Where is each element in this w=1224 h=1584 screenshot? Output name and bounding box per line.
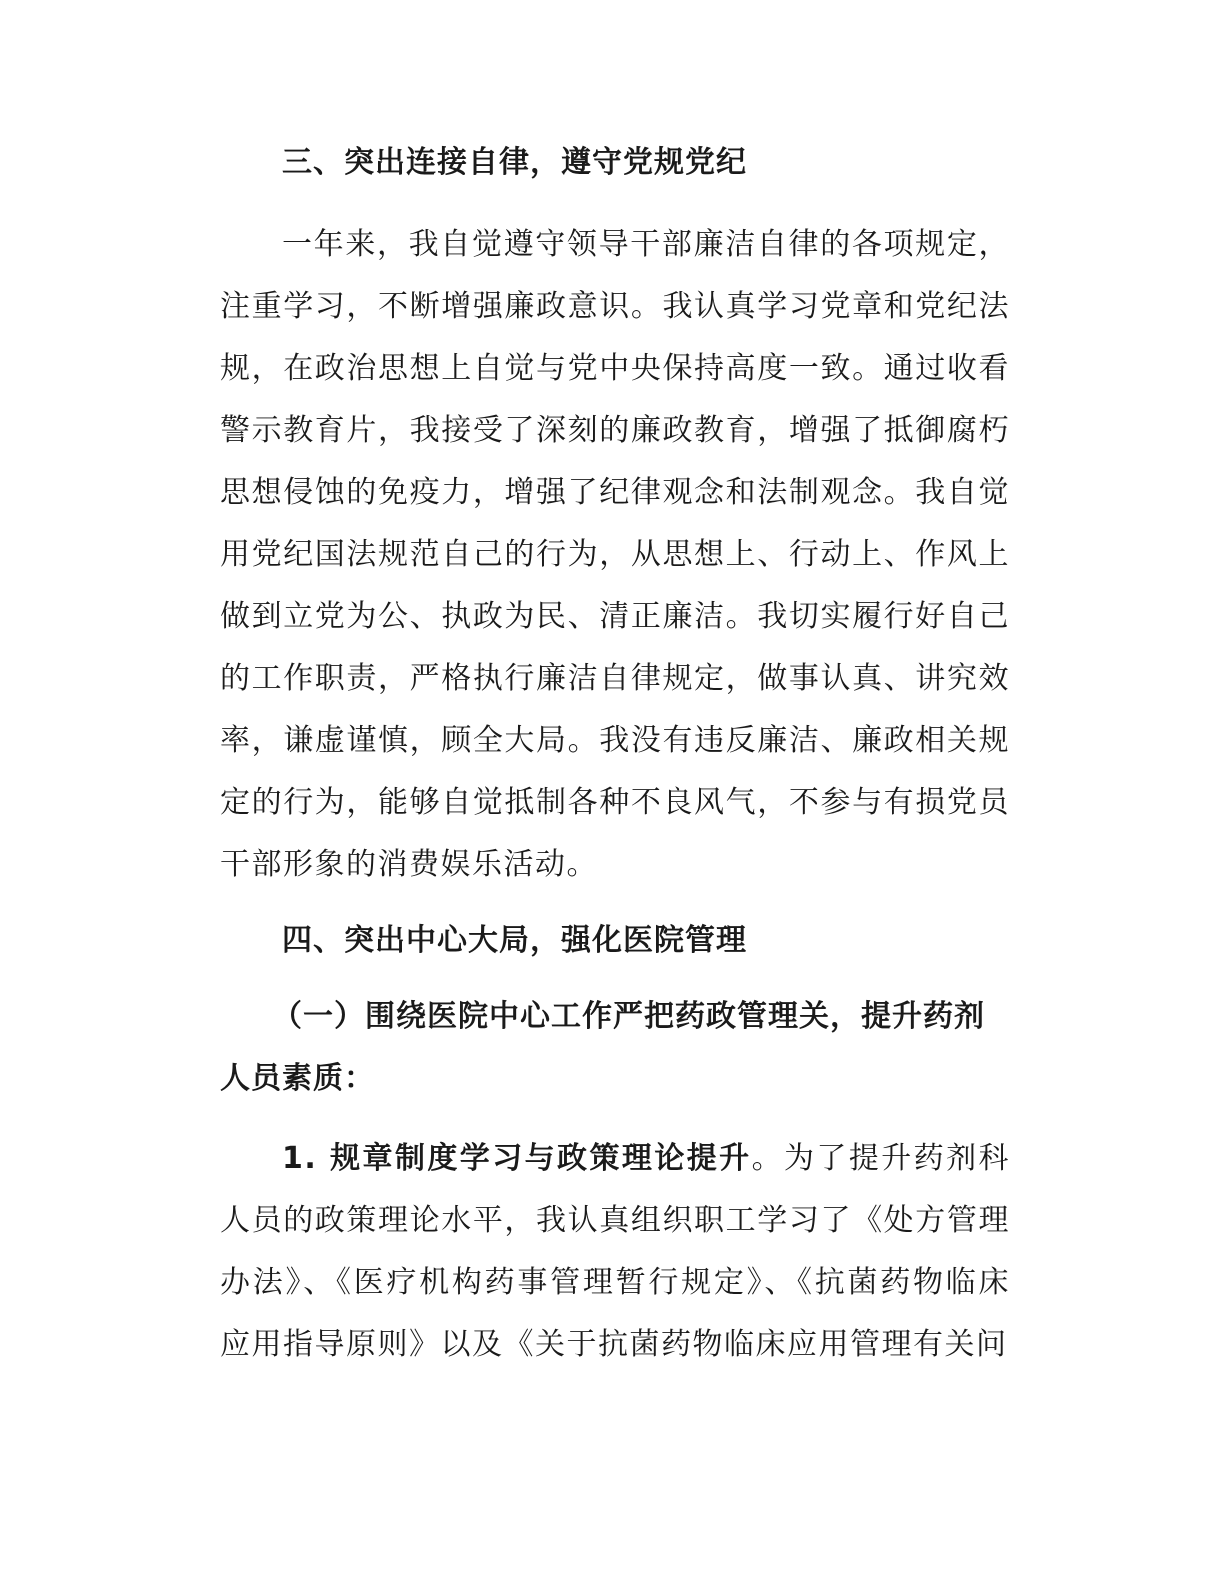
document-page	[220, 132, 1010, 1376]
section-4-item-1	[220, 1128, 1010, 1376]
item-1-text: 。为了提升药剂科人员的政策理论水平，我认真组织职工学习了《处方管理办法》、《医疗机构药事管理暂行规定》、《抗菌药物临床应用指导原则》以及《关于抗菌药物临床应用管理有关问	[220, 1141, 1011, 1362]
section-4-subheading: （一）围绕医院中心工作严把药政管理关，提升药剂人员素质：	[220, 999, 985, 1096]
section-4-heading: 四、突出中心大局，强化医院管理	[282, 923, 747, 958]
item-1-lead: 1. 规章制度学习与政策理论提升	[282, 1141, 752, 1176]
section-3-heading: 三、突出连接自律，遵守党规党纪	[282, 145, 747, 180]
section-3-paragraph: 一年来，我自觉遵守领导干部廉洁自律的各项规定，注重学习，不断增强廉政意识。我认真学习党章和党纪法规，在政治思想上自觉与党中央保持高度一致。通过收看警示教育片，我接受了深刻的廉政教育，增强了抵御腐朽思想侵蚀的免疫力，增强了纪律观念和法制观念。我自觉用党纪国法规范自己的行为，从思想上、行动上、作风上做到立党为公、执政为民、清正廉洁。我切实履行好自己的工作职责，严格执行廉洁自律规定，做事认真、讲究效率，谦虚谨慎，顾全大局。我没有违反廉洁、廉政相关规定的行为，能够自觉抵制各种不良风气，不参与有损党员干部形象的消费娱乐活动。	[220, 227, 1010, 882]
